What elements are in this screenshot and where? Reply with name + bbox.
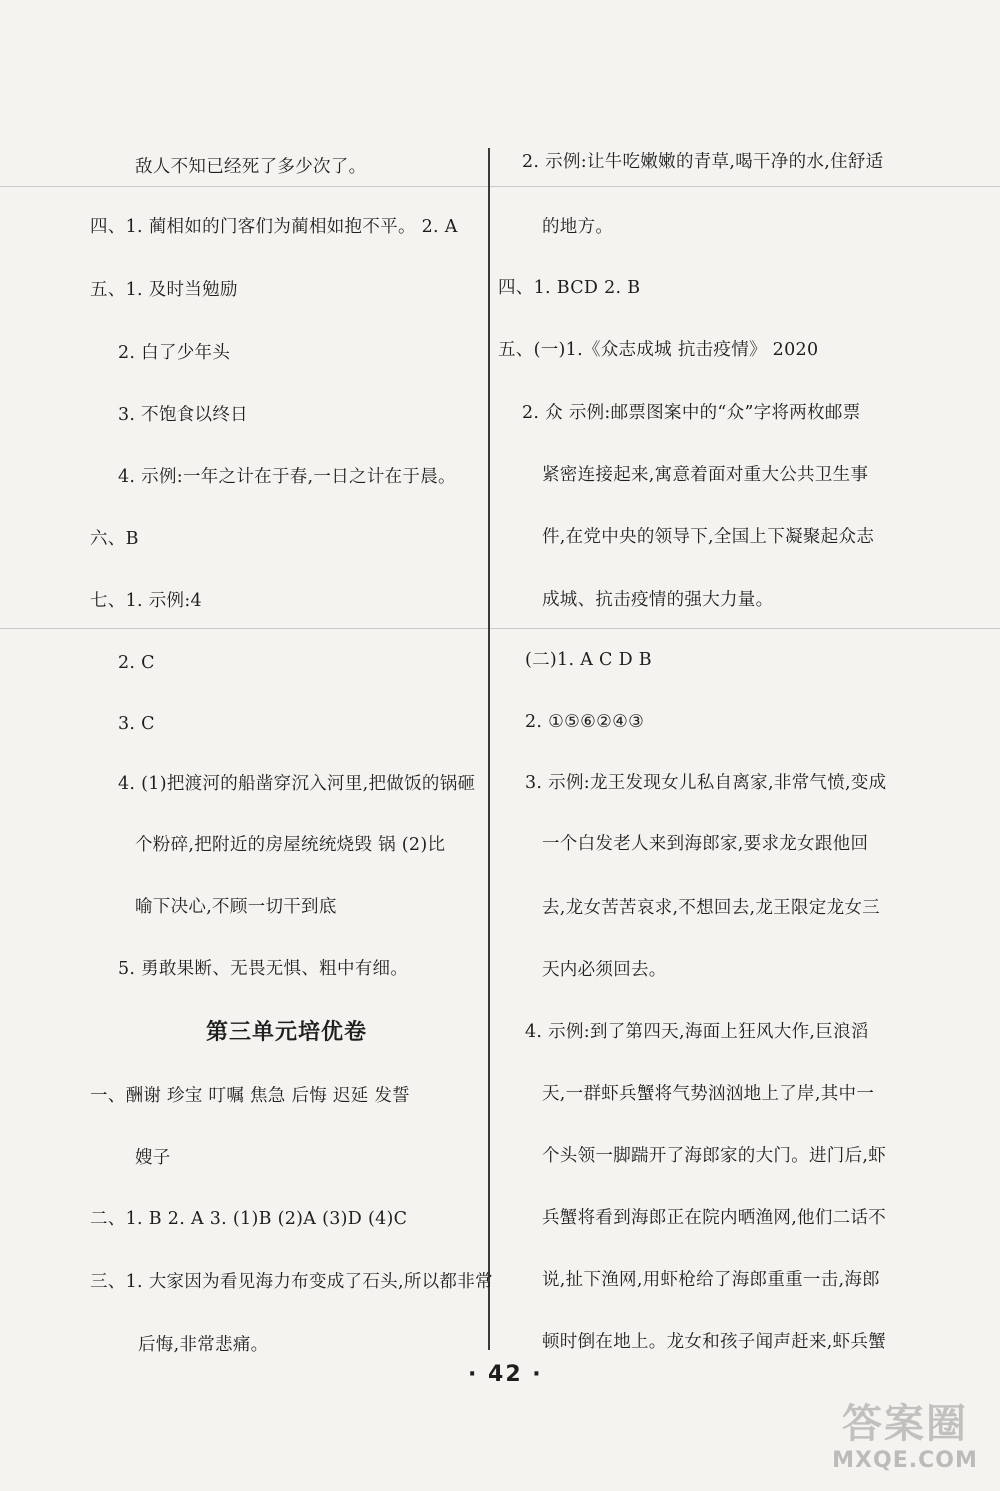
text-line: 个粉碎,把附近的房屋统统烧毁 锅 (2)比 (135, 835, 446, 855)
text-line: 2. C (118, 653, 155, 673)
text-line: 后悔,非常悲痛。 (138, 1335, 269, 1355)
text-line: 3. C (118, 714, 155, 734)
watermark-logo-text: 答案圈 (842, 1401, 968, 1447)
section-title: 第三单元培优卷 (206, 1020, 368, 1045)
text-line: 五、1. 及时当勉励 (90, 280, 238, 300)
text-line: 七、1. 示例:4 (90, 591, 202, 611)
text-line: 去,龙女苦苦哀求,不想回去,龙王限定龙女三 (542, 898, 880, 918)
text-line: 3. 示例:龙王发现女儿私自离家,非常气愤,变成 (525, 773, 887, 793)
text-line: 五、(一)1.《众志成城 抗击疫情》 2020 (498, 340, 819, 360)
text-line: 一个白发老人来到海郎家,要求龙女跟他回 (542, 834, 869, 854)
text-line: 成城、抗击疫情的强大力量。 (542, 590, 774, 610)
text-line: 2. 示例:让牛吃嫩嫩的青草,喝干净的水,住舒适 (522, 152, 884, 172)
right-column (490, 0, 1000, 1491)
text-line: 紧密连接起来,寓意着面对重大公共卫生事 (542, 465, 869, 485)
text-line: 的地方。 (542, 217, 614, 237)
text-line: 兵蟹将看到海郎正在院内晒渔网,他们二话不 (542, 1208, 887, 1228)
text-line: 天内必须回去。 (542, 960, 667, 980)
text-line: 个头领一脚踹开了海郎家的大门。进门后,虾 (542, 1146, 887, 1166)
text-line: 3. 不饱食以终日 (118, 405, 248, 425)
left-column (0, 0, 493, 1491)
text-line: 4. (1)把渡河的船凿穿沉入河里,把做饭的锅砸 (118, 774, 476, 794)
text-line: 六、B (90, 529, 139, 549)
text-line: 嫂子 (135, 1148, 171, 1168)
text-line: 4. 示例:一年之计在于春,一日之计在于晨。 (118, 467, 456, 487)
watermark-logo (820, 1392, 990, 1487)
page-number: · 42 · (468, 1362, 543, 1387)
text-line: 顿时倒在地上。龙女和孩子闻声赶来,虾兵蟹 (542, 1332, 887, 1352)
text-line: 2. 众 示例:邮票图案中的“众”字将两枚邮票 (522, 403, 861, 423)
text-line: 2. 白了少年头 (118, 343, 231, 363)
text-line: 2. ①⑤⑥②④③ (525, 712, 645, 732)
text-line: 件,在党中央的领导下,全国上下凝聚起众志 (542, 527, 875, 547)
text-line: 敌人不知已经死了多少次了。 (135, 157, 367, 177)
text-line: 5. 勇敢果断、无畏无惧、粗中有细。 (118, 959, 409, 979)
text-line: 天,一群虾兵蟹将气势汹汹地上了岸,其中一 (542, 1084, 875, 1104)
text-line: 喻下决心,不顾一切干到底 (135, 897, 337, 917)
text-line: 4. 示例:到了第四天,海面上狂风大作,巨浪滔 (525, 1022, 869, 1042)
text-line: (二)1. A C D B (525, 650, 652, 670)
text-line: 说,扯下渔网,用虾枪给了海郎重重一击,海郎 (542, 1270, 880, 1290)
text-line: 四、1. 蔺相如的门客们为蔺相如抱不平。 2. A (90, 217, 458, 237)
watermark-url: MXQE.COM (832, 1448, 978, 1473)
text-line: 一、酬谢 珍宝 叮嘱 焦急 后悔 迟延 发誓 (90, 1086, 410, 1106)
text-line: 四、1. BCD 2. B (498, 278, 641, 298)
text-line: 二、1. B 2. A 3. (1)B (2)A (3)D (4)C (90, 1209, 408, 1229)
text-line: 三、1. 大家因为看见海力布变成了石头,所以都非常 (90, 1272, 493, 1292)
